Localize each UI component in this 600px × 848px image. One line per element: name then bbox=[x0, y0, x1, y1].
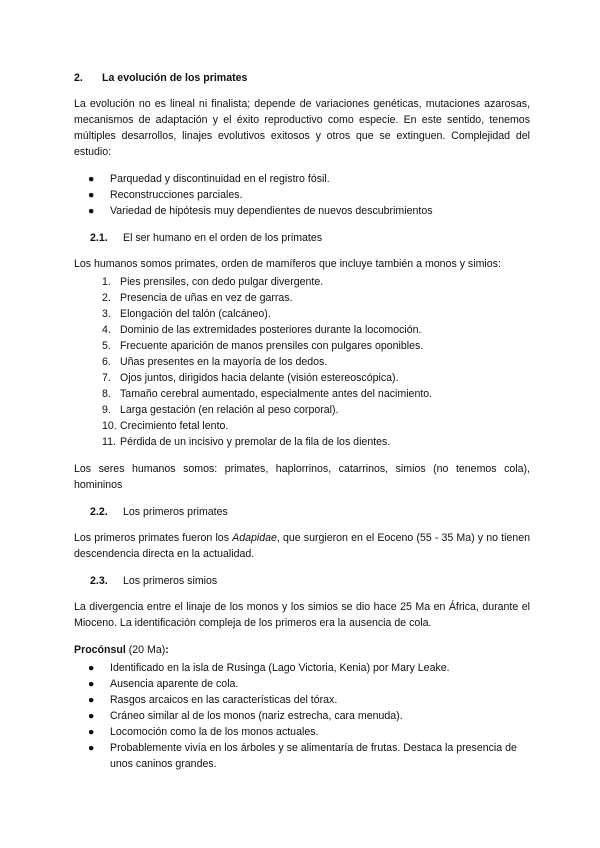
primate-traits-list bbox=[102, 274, 530, 450]
section-2-3-text: La divergencia entre el linaje de los monos y los simios se dio hace 25 Ma en África, durante el Mioceno. La identificación compleja de los primeros era la ausencia de cola. bbox=[74, 601, 530, 629]
list-item bbox=[102, 354, 530, 370]
list-item-number: 9. bbox=[102, 404, 111, 416]
document-page bbox=[74, 70, 530, 783]
section-2-number: 2. bbox=[74, 72, 83, 84]
list-item-text: Ojos juntos, dirigidos hacia delante (visión estereoscópica). bbox=[120, 372, 399, 384]
list-item-text: Pérdida de un incisivo y premolar de la fila de los dientes. bbox=[120, 436, 391, 448]
list-item-text: Reconstrucciones parciales. bbox=[110, 189, 243, 201]
section-2-1-intro: Los humanos somos primates, orden de mamíferos que incluye también a monos y simios: bbox=[74, 258, 501, 270]
list-item-text: Elongación del talón (calcáneo). bbox=[120, 308, 271, 320]
section-2-3-heading bbox=[90, 573, 530, 589]
section-2-title: La evolución de los primates bbox=[102, 72, 248, 84]
list-item bbox=[102, 306, 530, 322]
list-item bbox=[102, 386, 530, 402]
list-item-text: Larga gestación (en relación al peso corporal). bbox=[120, 404, 339, 416]
bullet-icon: ● bbox=[88, 694, 95, 706]
list-item-number: 11. bbox=[102, 436, 116, 448]
list-item-number: 6. bbox=[102, 356, 111, 368]
section-2-3-number: 2.3. bbox=[90, 575, 108, 587]
list-item-number: 4. bbox=[102, 324, 111, 336]
list-item bbox=[102, 418, 530, 434]
list-item bbox=[102, 434, 530, 450]
list-item-text: Pies prensiles, con dedo pulgar divergente. bbox=[120, 276, 324, 288]
section-2-2-number: 2.2. bbox=[90, 506, 108, 518]
section-2-1-number: 2.1. bbox=[90, 232, 108, 244]
list-item-number: 10. bbox=[102, 420, 117, 432]
list-item-text: Probablemente vivía en los árboles y se alimentaría de frutas. Destaca la presencia de unos caninos grandes. bbox=[110, 742, 517, 770]
list-item bbox=[88, 708, 530, 724]
list-item bbox=[88, 203, 530, 219]
proconsul-colon: : bbox=[165, 644, 169, 656]
list-item bbox=[102, 402, 530, 418]
bullet-icon: ● bbox=[88, 710, 95, 722]
list-item bbox=[102, 274, 530, 290]
list-item-text: Identificado en la isla de Rusinga (Lago Victoria, Kenia) por Mary Leake. bbox=[110, 662, 450, 674]
list-item-number: 3. bbox=[102, 308, 111, 320]
section-2-1-title: El ser humano en el orden de los primates bbox=[123, 232, 323, 244]
list-item bbox=[88, 187, 530, 203]
bullet-icon: ● bbox=[88, 742, 95, 754]
proconsul-bullet-list bbox=[88, 660, 530, 772]
bullet-icon: ● bbox=[88, 678, 95, 690]
list-item bbox=[88, 692, 530, 708]
section-2-2-text-end: , que surgieron en el Eoceno (55 - 35 Ma) y no tienen descendencia directa en la actualidad. bbox=[74, 532, 530, 560]
list-item-text: Uñas presentes en la mayoría de los dedos. bbox=[120, 356, 328, 368]
section-2-1-heading bbox=[90, 230, 530, 246]
list-item-text: Ausencia aparente de cola. bbox=[110, 678, 239, 690]
bullet-icon: ● bbox=[88, 205, 95, 217]
list-item-number: 8. bbox=[102, 388, 111, 400]
list-item bbox=[102, 370, 530, 386]
list-item-text: Cráneo similar al de los monos (nariz estrecha, cara menuda). bbox=[110, 710, 403, 722]
bullet-icon: ● bbox=[88, 662, 95, 674]
section-2-1-outro: Los seres humanos somos: primates, haplorrinos, catarrinos, simios (no tenemos cola), homininos bbox=[74, 463, 530, 491]
bullet-icon: ● bbox=[88, 726, 95, 738]
proconsul-name: Procónsul bbox=[74, 644, 126, 656]
list-item-text: Rasgos arcaicos en las características del tórax. bbox=[110, 694, 338, 706]
list-item-number: 7. bbox=[102, 372, 111, 384]
list-item-number: 1. bbox=[102, 276, 111, 288]
list-item bbox=[102, 322, 530, 338]
list-item bbox=[102, 290, 530, 306]
bullet-icon: ● bbox=[88, 173, 95, 185]
list-item-text: Parquedad y discontinuidad en el registro fósil. bbox=[110, 173, 330, 185]
proconsul-age: (20 Ma) bbox=[125, 644, 166, 656]
section-2-bullet-list bbox=[88, 171, 530, 219]
section-2-3-title: Los primeros simios bbox=[123, 575, 218, 587]
list-item bbox=[88, 724, 530, 740]
list-item bbox=[88, 660, 530, 676]
section-2-2-text bbox=[74, 530, 530, 562]
section-2-intro: La evolución no es lineal ni finalista; depende de variaciones genéticas, mutaciones azarosas, mecanismos de adaptación y el éxito reproductivo como especie. En este sentido, tenemos múltiples desarrollos, linajes evolutivos exitosos y otros que se extinguen. Complejidad del estudio: bbox=[74, 98, 530, 158]
list-item bbox=[102, 338, 530, 354]
list-item-text: Crecimiento fetal lento. bbox=[120, 420, 229, 432]
list-item-text: Variedad de hipótesis muy dependientes de nuevos descubrimientos bbox=[110, 205, 433, 217]
list-item-number: 5. bbox=[102, 340, 111, 352]
bullet-icon: ● bbox=[88, 189, 95, 201]
section-2-2-title: Los primeros primates bbox=[123, 506, 228, 518]
section-2-2-text-start: Los primeros primates fueron los bbox=[74, 532, 233, 544]
proconsul-heading bbox=[74, 642, 530, 658]
list-item bbox=[88, 740, 530, 772]
adapidae-term: Adapidae bbox=[232, 532, 277, 544]
list-item-number: 2. bbox=[102, 292, 111, 304]
section-2-heading bbox=[74, 70, 530, 86]
list-item-text: Locomoción como la de los monos actuales. bbox=[110, 726, 319, 738]
list-item-text: Dominio de las extremidades posteriores durante la locomoción. bbox=[120, 324, 422, 336]
list-item-text: Frecuente aparición de manos prensiles con pulgares oponibles. bbox=[120, 340, 424, 352]
list-item-text: Tamaño cerebral aumentado, especialmente antes del nacimiento. bbox=[120, 388, 433, 400]
section-2-2-heading bbox=[90, 504, 530, 520]
list-item bbox=[88, 676, 530, 692]
list-item-text: Presencia de uñas en vez de garras. bbox=[120, 292, 293, 304]
list-item bbox=[88, 171, 530, 187]
